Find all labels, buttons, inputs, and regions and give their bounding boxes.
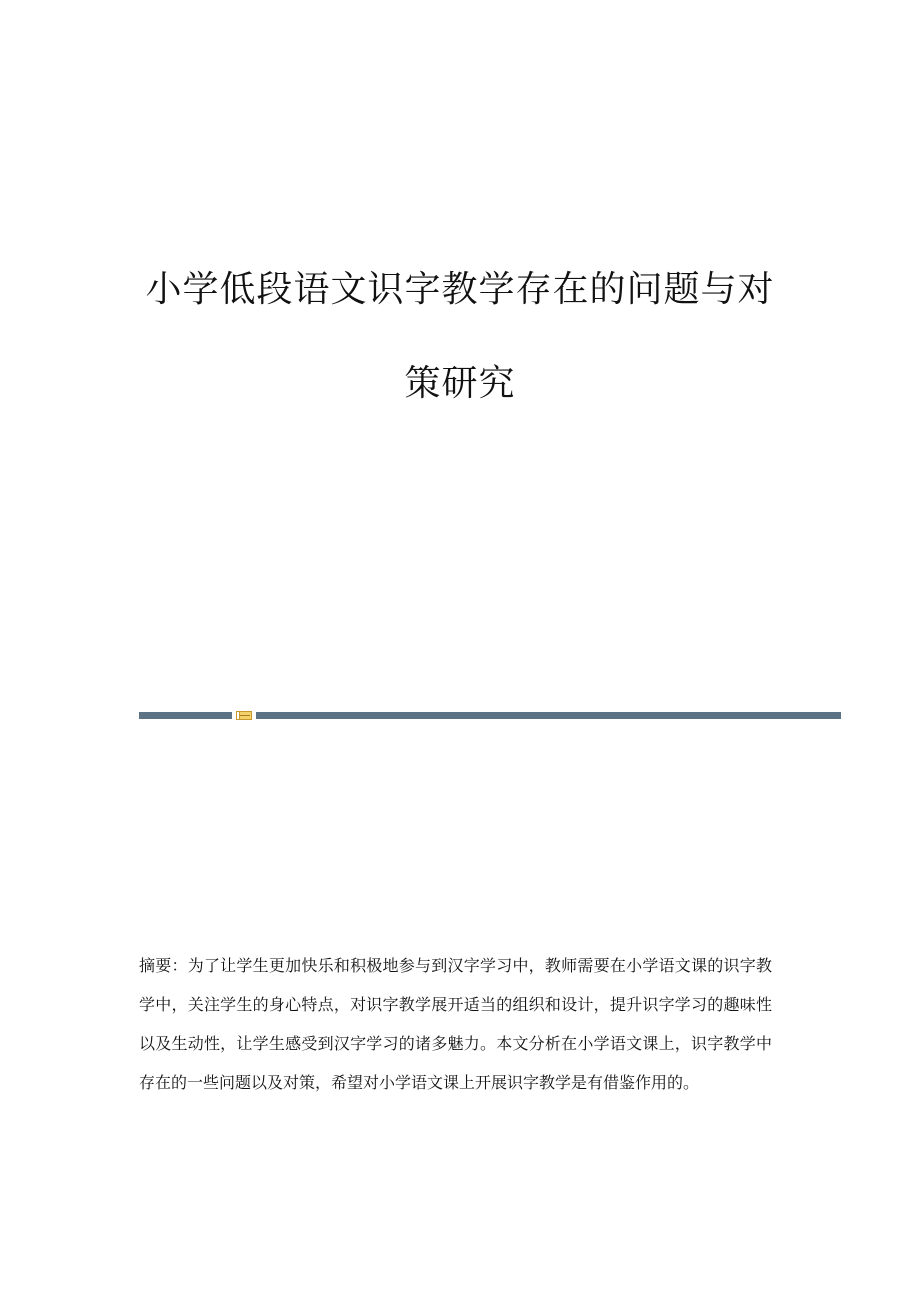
document-title-line-1: 小学低段语文识字教学存在的问题与对 <box>145 269 775 310</box>
divider-bar-left <box>139 712 232 719</box>
pencil-icon <box>236 710 252 721</box>
document-title-line-2: 策研究 <box>404 363 516 404</box>
divider-bar-right <box>256 712 841 719</box>
section-divider <box>139 710 841 722</box>
abstract-paragraph: 摘要：为了让学生更加快乐和积极地参与到汉字学习中，教师需要在小学语文课的识字教学中，关注学生的身心特点，对识字教学展开适当的组织和设计，提升识字学习的趣味性以及生动性，让学生感受到汉字学习的诸多魅力。本文分析在小学语文课上，识字教学中存在的一些问题以及对策，希望对小学语文课上开展识字教学是有借鉴作用的。 <box>139 956 772 1092</box>
